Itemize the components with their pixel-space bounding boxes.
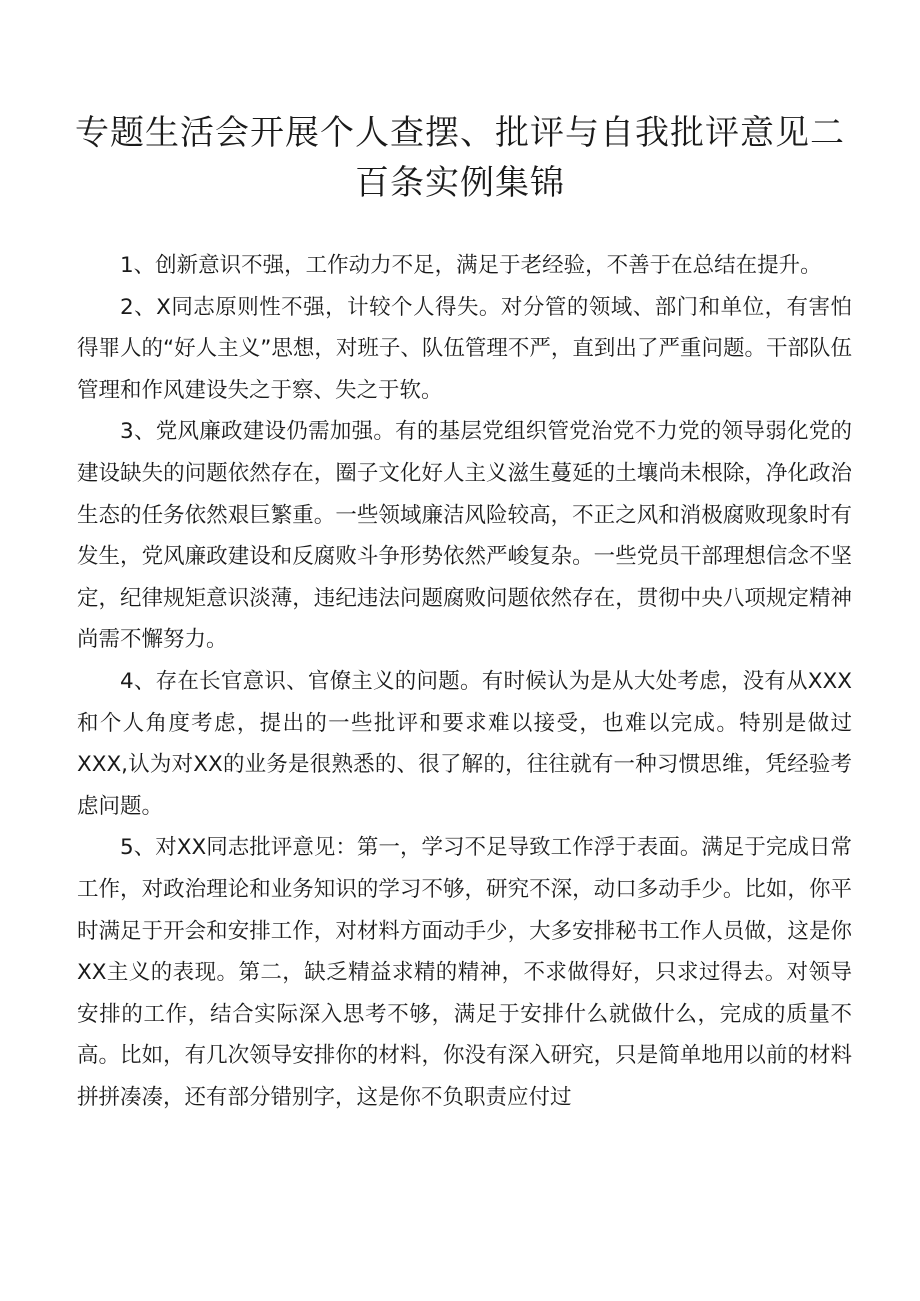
paragraph-1: 1、创新意识不强，工作动力不足，满足于老经验，不善于在总结在提升。: [120, 253, 822, 278]
paragraph-4: 4、存在长官意识、官僚主义的问题。有时候认为是从大处考虑，没有从XXX和个人角度考虑，提出的一些批评和要求难以接受，也难以完成。特别是做过XXX,认为对XX的业务是很熟悉的、很了解的，往往就有一种习惯思维，凭经验考虑问题。: [77, 668, 852, 819]
document-body: [77, 245, 852, 1118]
document-title: [60, 108, 860, 208]
paragraph-2: 2、X同志原则性不强，计较个人得失。对分管的领域、部门和单位，有害怕得罪人的“好人主义”思想，对班子、队伍管理不严，直到出了严重问题。干部队伍管理和作风建设失之于察、失之于软。: [77, 294, 852, 403]
title-line-1: 专题生活会开展个人查摆、批评与自我批评意见二: [75, 113, 845, 153]
paragraph-5: 5、对XX同志批评意见：第一，学习不足导致工作浮于表面。满足于完成日常工作，对政治理论和业务知识的学习不够，研究不深，动口多动手少。比如，你平时满足于开会和安排工作，对材料方面动手少，大多安排秘书工作人员做，这是你XX主义的表现。第二，缺乏精益求精的精神，不求做得好，只求过得去。对领导安排的工作，结合实际深入思考不够，满足于安排什么就做什么，完成的质量不高。比如，有几次领导安排你的材料，你没有深入研究，只是简单地用以前的材料拼拼凑凑，还有部分错别字，这是你不负职责应付过: [77, 835, 852, 1110]
paragraph-3: 3、党风廉政建设仍需加强。有的基层党组织管党治党不力党的领导弱化党的建设缺失的问题依然存在，圈子文化好人主义滋生蔓延的土壤尚未根除，净化政治生态的任务依然艰巨繁重。一些领域廉洁风险较高，不正之风和消极腐败现象时有发生，党风廉政建设和反腐败斗争形势依然严峻复杂。一些党员干部理想信念不坚定，纪律规矩意识淡薄，违纪违法问题腐败问题依然存在，贯彻中央八项规定精神尚需不懈努力。: [77, 419, 852, 653]
title-line-2: 百条实例集锦: [355, 163, 565, 203]
